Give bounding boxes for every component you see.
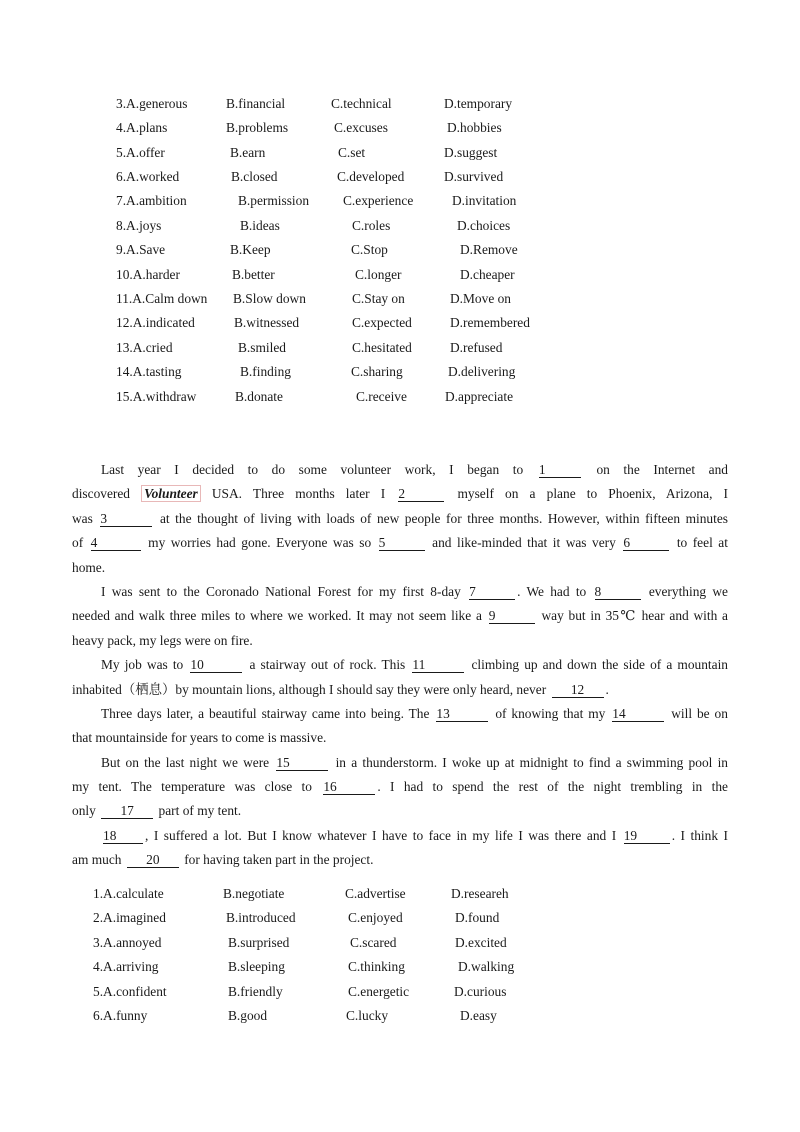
- option-b: B.finding: [240, 364, 291, 379]
- option-a: A.calculate: [103, 886, 164, 901]
- blank-9[interactable]: 9: [489, 608, 535, 624]
- passage-line: I was sent to the Coronado National Forest for my first 8-day 7 . We had to 8 everything we: [101, 583, 728, 599]
- option-b: B.donate: [235, 389, 283, 404]
- blank-18[interactable]: 18: [103, 828, 143, 844]
- option-b: B.introduced: [226, 910, 296, 925]
- option-b: B.ideas: [240, 218, 280, 233]
- passage-line: only 17 part of my tent.: [72, 803, 242, 819]
- blank-8[interactable]: 8: [595, 584, 641, 600]
- passage-line: needed and walk three miles to where we worked. It may not seem like a 9 way but in 35℃ hear and with a: [72, 608, 728, 624]
- option-a: A.cried: [132, 340, 173, 355]
- option-b: B.earn: [230, 145, 266, 160]
- item-number: 4.: [116, 120, 127, 135]
- option-a: A.joys: [126, 218, 162, 233]
- option-a: A.indicated: [132, 315, 195, 330]
- option-d: D.survived: [444, 169, 504, 184]
- option-a: A.offer: [126, 145, 165, 160]
- blank-12[interactable]: 12: [552, 682, 604, 698]
- option-a: A.Save: [126, 242, 166, 257]
- option-d: D.choices: [457, 218, 511, 233]
- option-b: B.friendly: [228, 984, 283, 999]
- blank-4[interactable]: 4: [91, 535, 141, 551]
- option-d: D.Remove: [460, 242, 518, 257]
- option-d: D.hobbies: [447, 120, 502, 135]
- option-d: D.walking: [458, 959, 515, 974]
- blank-17[interactable]: 17: [101, 803, 153, 819]
- item-number: 8.: [116, 218, 127, 233]
- blank-19[interactable]: 19: [624, 828, 670, 844]
- option-c: C.enjoyed: [348, 910, 403, 925]
- blank-13[interactable]: 13: [436, 706, 488, 722]
- option-d: D.researeh: [451, 886, 509, 901]
- blank-20[interactable]: 20: [127, 852, 179, 868]
- option-b: B.financial: [226, 96, 286, 111]
- blank-1[interactable]: 1: [539, 462, 581, 478]
- option-b: B.sleeping: [228, 959, 285, 974]
- option-c: C.expected: [352, 315, 412, 330]
- option-b: B.Slow down: [233, 291, 306, 306]
- option-d: D.appreciate: [445, 389, 514, 404]
- option-c: C.Stop: [351, 242, 388, 257]
- option-d: D.remembered: [450, 315, 530, 330]
- blank-14[interactable]: 14: [612, 706, 664, 722]
- item-number: 9.: [116, 242, 127, 257]
- option-c: C.hesitated: [352, 340, 412, 355]
- option-b: B.better: [232, 267, 275, 282]
- option-a: A.confident: [103, 984, 167, 999]
- item-number: 3.: [116, 96, 127, 111]
- passage-line: Last year I decided to do some volunteer work, I began to 1 on the Internet and: [101, 462, 728, 477]
- passage-line: my tent. The temperature was close to 16 . I had to spend the rest of the night trembling in the: [72, 779, 728, 795]
- passage-line: Three days later, a beautiful stairway came into being. The 13 of knowing that my 14 will be on: [101, 705, 728, 721]
- highlighted-word: Volunteer: [141, 485, 201, 502]
- option-b: B.witnessed: [234, 315, 300, 330]
- option-a: A.ambition: [126, 193, 187, 208]
- option-a: A.annoyed: [103, 935, 162, 950]
- option-c: C.sharing: [351, 364, 403, 379]
- item-number: 1.: [93, 886, 104, 901]
- passage-line: that mountainside for years to come is massive.: [72, 730, 327, 746]
- option-d: D.refused: [450, 340, 503, 355]
- option-a: A.plans: [126, 120, 168, 135]
- blank-10[interactable]: 10: [190, 657, 242, 673]
- option-d: D.excited: [455, 935, 507, 950]
- option-d: D.suggest: [444, 145, 498, 160]
- item-number: 3.: [93, 935, 104, 950]
- option-c: C.excuses: [334, 120, 388, 135]
- option-a: A.generous: [126, 96, 188, 111]
- option-b: B.closed: [231, 169, 278, 184]
- option-c: C.receive: [356, 389, 407, 404]
- option-d: D.Move on: [450, 291, 511, 306]
- option-a: A.Calm down: [132, 291, 208, 306]
- option-c: C.roles: [352, 218, 391, 233]
- item-number: 6.: [93, 1008, 104, 1023]
- option-b: B.surprised: [228, 935, 290, 950]
- item-number: 2.: [93, 910, 104, 925]
- passage-line: 18 , I suffered a lot. But I know whatever I have to face in my life I was there and I 19 . I think I: [103, 827, 728, 843]
- option-b: B.permission: [238, 193, 310, 208]
- option-b: B.good: [228, 1008, 268, 1023]
- option-a: A.arriving: [103, 959, 159, 974]
- passage-line: am much 20 for having taken part in the project.: [72, 852, 374, 868]
- item-number: 15.: [116, 389, 133, 404]
- passage-line: My job was to 10 a stairway out of rock. This 11 climbing up and down the side of a mountain: [101, 657, 728, 673]
- option-c: C.longer: [355, 267, 402, 282]
- option-c: C.set: [338, 145, 366, 160]
- option-b: B.smiled: [238, 340, 286, 355]
- blank-2[interactable]: 2: [398, 486, 444, 502]
- option-a: A.withdraw: [132, 389, 197, 404]
- option-c: C.experience: [343, 193, 414, 208]
- option-a: A.worked: [126, 169, 180, 184]
- item-number: 5.: [93, 984, 104, 999]
- passage-line: was 3 at the thought of living with loads of new people for three months. However, within fifteen minutes: [72, 510, 728, 526]
- blank-16[interactable]: 16: [323, 779, 375, 795]
- item-number: 4.: [93, 959, 104, 974]
- option-b: B.problems: [226, 120, 289, 135]
- blank-3[interactable]: 3: [100, 511, 152, 527]
- option-d: D.delivering: [448, 364, 516, 379]
- option-c: C.technical: [331, 96, 392, 111]
- passage-line: But on the last night we were 15 in a thunderstorm. I woke up at midnight to find a swimming pool in: [101, 754, 728, 770]
- item-number: 14.: [116, 364, 133, 379]
- option-d: D.found: [455, 910, 500, 925]
- item-number: 11.: [116, 291, 133, 306]
- option-b: B.Keep: [230, 242, 271, 257]
- option-c: C.energetic: [348, 984, 410, 999]
- passage-line: home.: [72, 559, 106, 575]
- blank-11[interactable]: 11: [412, 657, 464, 673]
- passage-line: discovered Volunteer USA. Three months later I 2 myself on a plane to Phoenix, Arizona, I: [72, 486, 728, 502]
- cloze-passage: [72, 458, 728, 873]
- blank-7[interactable]: 7: [469, 584, 515, 600]
- blank-6[interactable]: 6: [623, 535, 669, 551]
- option-c: C.developed: [337, 169, 405, 184]
- option-c: C.advertise: [345, 886, 406, 901]
- option-c: C.thinking: [348, 959, 405, 974]
- item-number: 6.: [116, 169, 127, 184]
- option-d: D.easy: [460, 1008, 497, 1023]
- blank-15[interactable]: 15: [276, 755, 328, 771]
- option-c: C.Stay on: [352, 291, 405, 306]
- item-number: 5.: [116, 145, 127, 160]
- blank-5[interactable]: 5: [379, 535, 425, 551]
- option-c: C.lucky: [346, 1008, 389, 1023]
- option-b: B.negotiate: [223, 886, 285, 901]
- option-d: D.curious: [454, 984, 507, 999]
- passage-line: of 4 my worries had gone. Everyone was so 5 and like-minded that it was very 6 to feel at: [72, 535, 728, 551]
- option-c: C.scared: [350, 935, 397, 950]
- item-number: 13.: [116, 340, 133, 355]
- item-number: 12.: [116, 315, 133, 330]
- option-a: A.funny: [103, 1008, 148, 1023]
- passage-line: inhabited（栖息）by mountain lions, although I should say they were only heard, never 12 .: [72, 681, 609, 697]
- option-a: A.harder: [132, 267, 180, 282]
- option-d: D.cheaper: [460, 267, 515, 282]
- option-a: A.imagined: [103, 910, 166, 925]
- passage-line: heavy pack, my legs were on fire.: [72, 632, 253, 648]
- option-a: A.tasting: [132, 364, 182, 379]
- item-number: 7.: [116, 193, 127, 208]
- option-d: D.invitation: [452, 193, 517, 208]
- item-number: 10.: [116, 267, 133, 282]
- option-d: D.temporary: [444, 96, 513, 111]
